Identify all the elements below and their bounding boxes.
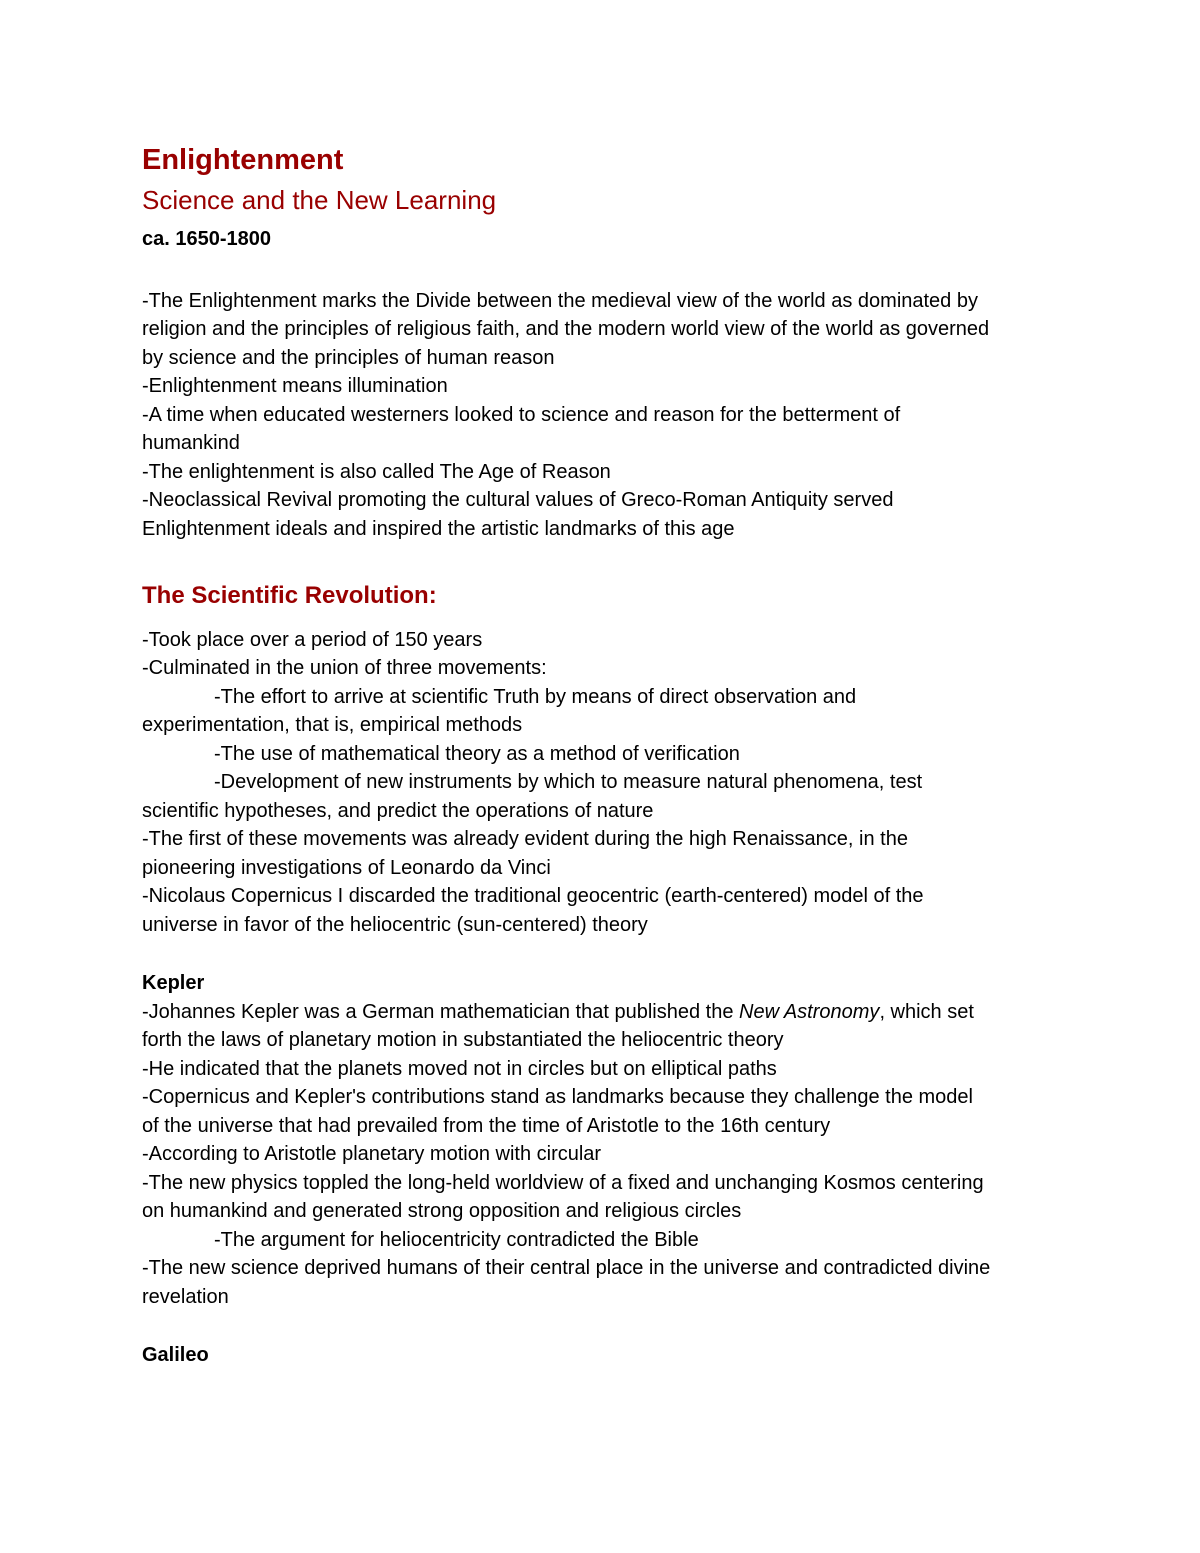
paragraph-line: forth the laws of planetary motion in substantiated the heliocentric theory <box>142 1029 784 1051</box>
paragraph-line: -According to Aristotle planetary motion with circular <box>142 1143 602 1165</box>
paragraph-line-indented: -The effort to arrive at scientific Truth by means of direct observation and <box>214 685 857 708</box>
spacer <box>142 939 1072 968</box>
paragraph-line: -Took place over a period of 150 years <box>142 628 483 651</box>
document-subtitle: Science and the New Learning <box>142 185 497 215</box>
paragraph-line: scientific hypotheses, and predict the operations of nature <box>142 799 654 822</box>
paragraph-line: religion and the principles of religious faith, and the modern world view of the world as governed <box>142 318 990 340</box>
book-title: New Astronomy <box>739 1000 880 1023</box>
paragraph-line: -He indicated that the planets moved not in circles but on elliptical paths <box>142 1057 777 1080</box>
paragraph-line: -Neoclassical Revival promoting the cultural values of Greco-Roman Antiquity served <box>142 489 894 511</box>
paragraph-line-indented: -The use of mathematical theory as a method of verification <box>214 742 740 765</box>
intro-section <box>142 287 1072 544</box>
paragraph-line: revelation <box>142 1285 229 1308</box>
paragraph-line: -The enlightenment is also called The Age of Reason <box>142 460 611 483</box>
spacer <box>142 543 1072 572</box>
paragraph-line: of the universe that had prevailed from the time of Aristotle to the 16th century <box>142 1114 831 1137</box>
section-heading-kepler: Kepler <box>142 971 205 994</box>
document-title: Enlightenment <box>142 144 344 176</box>
paragraph-line-indented: -The argument for heliocentricity contradicted the Bible <box>214 1228 699 1251</box>
paragraph-line-indented: -Development of new instruments by which to measure natural phenomena, test <box>214 771 923 793</box>
paragraph-line: -Nicolaus Copernicus I discarded the traditional geocentric (earth-centered) model of the <box>142 885 924 907</box>
scientific-revolution-section <box>142 626 1072 940</box>
paragraph-line: experimentation, that is, empirical methods <box>142 714 523 736</box>
paragraph-line: humankind <box>142 432 240 454</box>
section-heading-scientific-revolution: The Scientific Revolution: <box>142 581 437 609</box>
paragraph-line: -A time when educated westerners looked to science and reason for the betterment of <box>142 403 901 426</box>
paragraph-line: Enlightenment ideals and inspired the artistic landmarks of this age <box>142 517 735 540</box>
text-run: , which set <box>879 1000 974 1023</box>
paragraph-line: universe in favor of the heliocentric (sun-centered) theory <box>142 913 648 936</box>
section-heading-galileo: Galileo <box>142 1343 209 1366</box>
spacer <box>142 1311 1072 1340</box>
paragraph-line: pioneering investigations of Leonardo da Vinci <box>142 856 551 879</box>
paragraph-line: -Copernicus and Kepler's contributions stand as landmarks because they challenge the model <box>142 1086 973 1108</box>
paragraph-line: -Culminated in the union of three movements: <box>142 657 547 679</box>
date-range: ca. 1650-1800 <box>142 228 272 250</box>
kepler-section <box>142 998 1072 1312</box>
document-page <box>142 138 1072 1370</box>
text-run: -Johannes Kepler was a German mathematician that published the <box>142 1000 740 1023</box>
paragraph-line: -The new physics toppled the long-held worldview of a fixed and unchanging Kosmos centering <box>142 1171 984 1194</box>
paragraph-line: -The new science deprived humans of their central place in the universe and contradicted divine <box>142 1257 991 1279</box>
spacer <box>142 258 1072 287</box>
paragraph-line: -The Enlightenment marks the Divide between the medieval view of the world as dominated by <box>142 289 978 312</box>
paragraph-line: by science and the principles of human reason <box>142 346 555 369</box>
paragraph-line: -Enlightenment means illumination <box>142 375 448 397</box>
paragraph-line <box>142 998 1072 1027</box>
paragraph-line: -The first of these movements was already evident during the high Renaissance, in the <box>142 828 908 850</box>
paragraph-line: on humankind and generated strong opposition and religious circles <box>142 1200 742 1222</box>
